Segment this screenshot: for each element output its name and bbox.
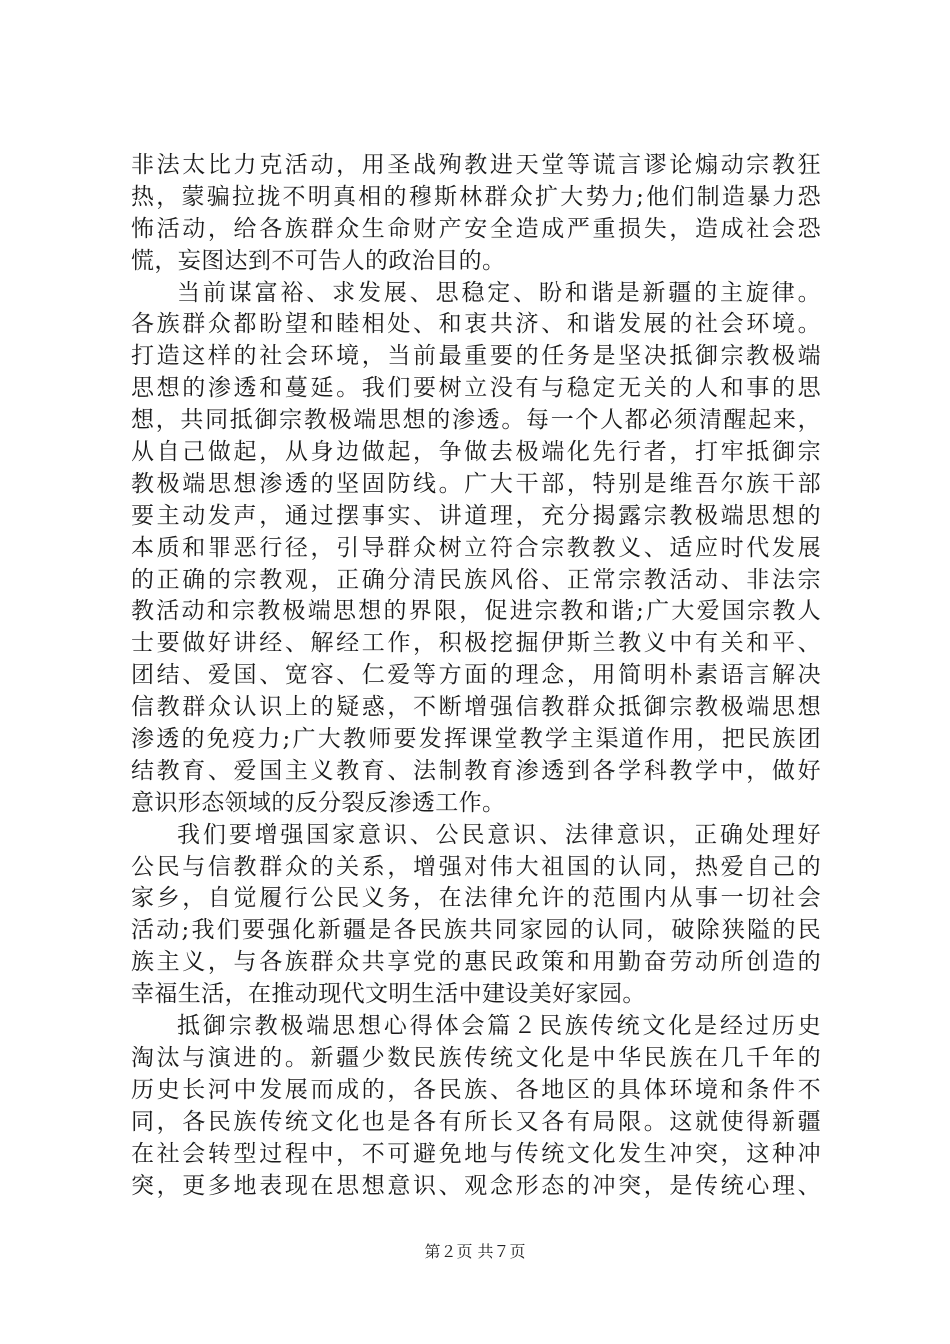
text-line: 结教育、爱国主义教育、法制教育渗透到各学科教学中，做好 — [131, 757, 821, 784]
text-line: 本质和罪恶行径，引导群众树立符合宗教教义、适应时代发展 — [131, 534, 821, 561]
text-line: 各族群众都盼望和睦相处、和衷共济、和谐发展的社会环境。 — [131, 311, 821, 338]
document-body — [131, 150, 821, 1202]
text-line: 的正确的宗教观，正确分清民族风俗、正常宗教活动、非法宗 — [131, 566, 821, 593]
text-line: 意识形态领域的反分裂反渗透工作。 — [131, 789, 506, 816]
text-line: 公民与信教群众的关系，增强对伟大祖国的认同，热爱自己的 — [131, 853, 821, 880]
text-line: 思想的渗透和蔓延。我们要树立没有与稳定无关的人和事的思 — [131, 375, 821, 402]
text-line: 热，蒙骗拉拢不明真相的穆斯林群众扩大势力;他们制造暴力恐 — [131, 183, 821, 210]
text-line: 教极端思想渗透的坚固防线。广大干部，特别是维吾尔族干部 — [131, 470, 821, 497]
text-line: 渗透的免疫力;广大教师要发挥课堂教学主渠道作用，把民族团 — [131, 726, 821, 753]
text-line: 团结、爱国、宽容、仁爱等方面的理念，用简明朴素语言解决 — [131, 662, 821, 689]
paragraph-start-line: 我们要增强国家意识、公民意识、法律意识，正确处理好 — [177, 821, 821, 848]
text-line: 幸福生活，在推动现代文明生活中建设美好家园。 — [131, 981, 646, 1008]
text-line: 族主义，与各族群众共享党的惠民政策和用勤奋劳动所创造的 — [131, 949, 821, 976]
text-line: 想，共同抵御宗教极端思想的渗透。每一个人都必须清醒起来， — [131, 407, 821, 434]
text-line: 家乡，自觉履行公民义务，在法律允许的范围内从事一切社会 — [131, 885, 821, 912]
text-line: 历史长河中发展而成的，各民族、各地区的具体环境和条件不 — [131, 1076, 821, 1103]
page-footer — [0, 1242, 950, 1262]
text-line: 打造这样的社会环境，当前最重要的任务是坚决抵御宗教极端 — [131, 343, 821, 370]
page-number-label: 第２页 共７页 — [424, 1242, 526, 1261]
text-line: 怖活动，给各族群众生命财产安全造成严重损失，造成社会恐 — [131, 215, 821, 242]
text-line: 信教群众认识上的疑惑，不断增强信教群众抵御宗教极端思想 — [131, 694, 821, 721]
text-line: 慌，妄图达到不可告人的政治目的。 — [131, 247, 506, 274]
text-line: 非法太比力克活动，用圣战殉教进天堂等谎言谬论煽动宗教狂 — [131, 152, 821, 178]
text-line: 突，更多地表现在思想意识、观念形态的冲突，是传统心理、 — [131, 1172, 821, 1199]
text-line: 活动;我们要强化新疆是各民族共同家园的认同，破除狭隘的民 — [131, 917, 821, 944]
paragraph-start-line: 抵御宗教极端思想心得体会篇２民族传统文化是经过历史 — [177, 1013, 821, 1040]
text-line: 淘汰与演进的。新疆少数民族传统文化是中华民族在几千年的 — [131, 1044, 821, 1071]
text-line: 要主动发声，通过摆事实、讲道理，充分揭露宗教极端思想的 — [131, 502, 821, 529]
text-line: 在社会转型过程中，不可避免地与传统文化发生冲突，这种冲 — [131, 1140, 821, 1167]
text-line: 教活动和宗教极端思想的界限，促进宗教和谐;广大爱国宗教人 — [131, 598, 821, 625]
text-line: 士要做好讲经、解经工作，积极挖掘伊斯兰教义中有关和平、 — [131, 630, 821, 657]
paragraph-start-line: 当前谋富裕、求发展、思稳定、盼和谐是新疆的主旋律。 — [177, 279, 821, 306]
text-line: 同，各民族传统文化也是各有所长又各有局限。这就使得新疆 — [131, 1108, 821, 1135]
text-line: 从自己做起，从身边做起，争做去极端化先行者，打牢抵御宗 — [131, 439, 821, 466]
